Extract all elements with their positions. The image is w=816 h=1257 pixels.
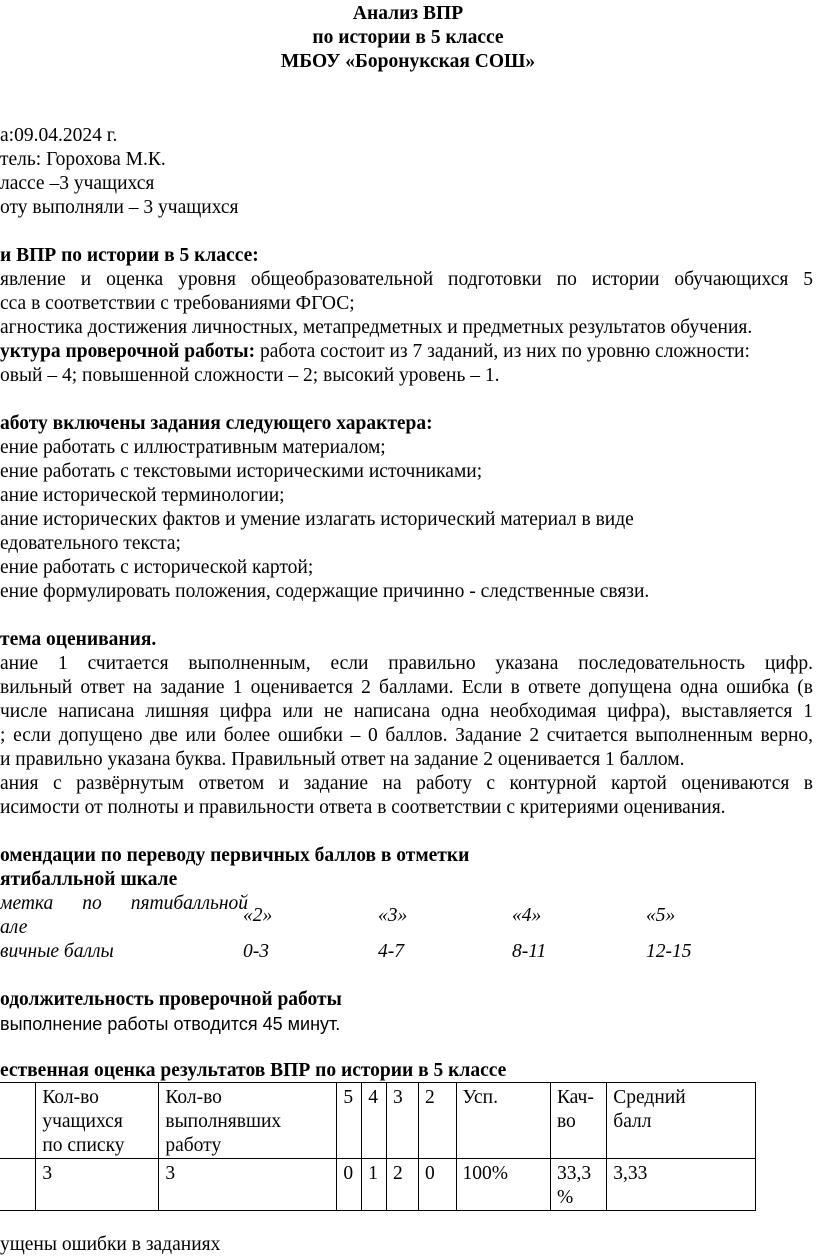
range-2: 0-3 bbox=[243, 941, 269, 962]
table-header-row bbox=[0, 1083, 756, 1159]
table-row bbox=[0, 1159, 756, 1211]
grading-line: ; если допущено две или более ошибки – 0 баллов. Задание 2 считается выполненным верно, bbox=[0, 725, 813, 746]
info-did-work: оту выполняли – 3 учащихся bbox=[0, 197, 239, 218]
info-in-class: лассе –3 учащихся bbox=[0, 173, 155, 194]
info-date: а:09.04.2024 г. bbox=[0, 125, 118, 146]
doc-subtitle: по истории в 5 классе bbox=[312, 27, 504, 48]
grading-line: исимости от полноты и правильности ответа в соответствии с критериями оценивания. bbox=[0, 797, 726, 818]
td-listed: 3 bbox=[36, 1159, 159, 1211]
task-item: ение работать с исторической картой; bbox=[0, 557, 314, 578]
th-average: Средний балл bbox=[607, 1083, 756, 1159]
th-success: Усп. bbox=[456, 1083, 550, 1159]
th-grade-3: 3 bbox=[386, 1083, 418, 1159]
task-item: ение работать с текстовыми историческими источниками; bbox=[0, 461, 483, 482]
td-grade-3: 2 bbox=[386, 1159, 418, 1211]
range-3: 4-7 bbox=[378, 941, 404, 962]
doc-title: Анализ ВПР bbox=[352, 3, 464, 24]
range-4: 8-11 bbox=[512, 941, 547, 962]
quantitative-heading: ественная оценка результатов ВПР по истории в 5 классе bbox=[0, 1060, 507, 1081]
task-item: ение работать с иллюстративным материалом; bbox=[0, 437, 386, 458]
grading-line: вильный ответ на задание 1 оценивается 2 баллами. Если в ответе допущена одна ошибка (в bbox=[0, 677, 813, 698]
structure-text: работа состоит из 7 заданий, из них по уровню сложности: bbox=[255, 341, 750, 362]
th-quality: Кач- во bbox=[550, 1083, 606, 1159]
td-class bbox=[0, 1159, 36, 1211]
tasks-heading: аботу включены задания следующего характера: bbox=[0, 413, 433, 434]
th-class bbox=[0, 1083, 36, 1159]
goal-item-cont: сса в соответствии с требованиями ФГОС; bbox=[0, 293, 355, 314]
grading-heading: тема оценивания. bbox=[0, 629, 157, 650]
recommend-heading: омендации по переводу первичных баллов в отметки bbox=[0, 845, 470, 866]
goal-item: явление и оценка уровня общеобразовательной подготовки по истории обучающихся 5 bbox=[0, 269, 813, 290]
td-grade-2: 0 bbox=[419, 1159, 457, 1211]
td-grade-4: 1 bbox=[362, 1159, 387, 1211]
task-item: ание исторической терминологии; bbox=[0, 485, 285, 506]
grade-2: «2» bbox=[243, 905, 273, 926]
th-grade-5: 5 bbox=[337, 1083, 362, 1159]
duration-heading: одолжительность проверочной работы bbox=[0, 989, 342, 1010]
duration-text: выполнение работы отводится 45 минут. bbox=[0, 1014, 341, 1034]
grade-4: «4» bbox=[512, 905, 542, 926]
info-teacher: тель: Горохова М.К. bbox=[0, 149, 166, 170]
recommend-heading-cont: ятибалльной шкале bbox=[0, 869, 178, 890]
grading-line: ание 1 считается выполненным, если правильно указана последовательность цифр. bbox=[0, 653, 813, 674]
th-grade-2: 2 bbox=[419, 1083, 457, 1159]
grade-5: «5» bbox=[646, 905, 676, 926]
structure-line bbox=[0, 340, 750, 364]
structure-label: уктура проверочной работы: bbox=[0, 341, 256, 362]
th-listed: Кол-во учащихся по списку bbox=[36, 1083, 159, 1159]
score-row-label-cont: але bbox=[0, 917, 28, 938]
errors-heading: ущены ошибки в заданиях bbox=[0, 1234, 221, 1255]
task-item-cont: едовательного текста; bbox=[0, 533, 181, 554]
range-5: 12-15 bbox=[646, 941, 692, 962]
grading-line: и правильно указана буква. Правильный ответ на задание 2 оценивается 1 баллом. bbox=[0, 749, 685, 770]
td-success: 100% bbox=[456, 1159, 550, 1211]
grade-3: «3» bbox=[378, 905, 408, 926]
task-item: ение формулировать положения, содержащие причинно - следственные связи. bbox=[0, 581, 650, 602]
th-grade-4: 4 bbox=[362, 1083, 387, 1159]
goals-heading: и ВПР по истории в 5 классе: bbox=[0, 245, 259, 266]
th-did: Кол-во выполнявших работу bbox=[159, 1083, 337, 1159]
td-quality: 33,3 % bbox=[550, 1159, 606, 1211]
grading-line: числе написана лишняя цифра или не написана одна необходимая цифра), выставляется 1 bbox=[0, 701, 813, 722]
td-grade-5: 0 bbox=[337, 1159, 362, 1211]
td-average: 3,33 bbox=[607, 1159, 756, 1211]
results-table bbox=[0, 1082, 756, 1211]
td-did: 3 bbox=[159, 1159, 337, 1211]
task-item: ание исторических фактов и умение излагать исторический материал в виде bbox=[0, 509, 634, 530]
primary-scores-label: вичные баллы bbox=[0, 941, 114, 962]
grading-line: ания с развёрнутым ответом и задание на работу с контурной картой оцениваются в bbox=[0, 773, 813, 794]
goal-item: агностика достижения личностных, метапредметных и предметных результатов обучения. bbox=[0, 317, 753, 338]
structure-text-cont: овый – 4; повышенной сложности – 2; высокий уровень – 1. bbox=[0, 365, 500, 386]
school-name: МБОУ «Боронукская СОШ» bbox=[280, 51, 536, 72]
score-row-label: метка по пятибалльной bbox=[0, 893, 248, 914]
